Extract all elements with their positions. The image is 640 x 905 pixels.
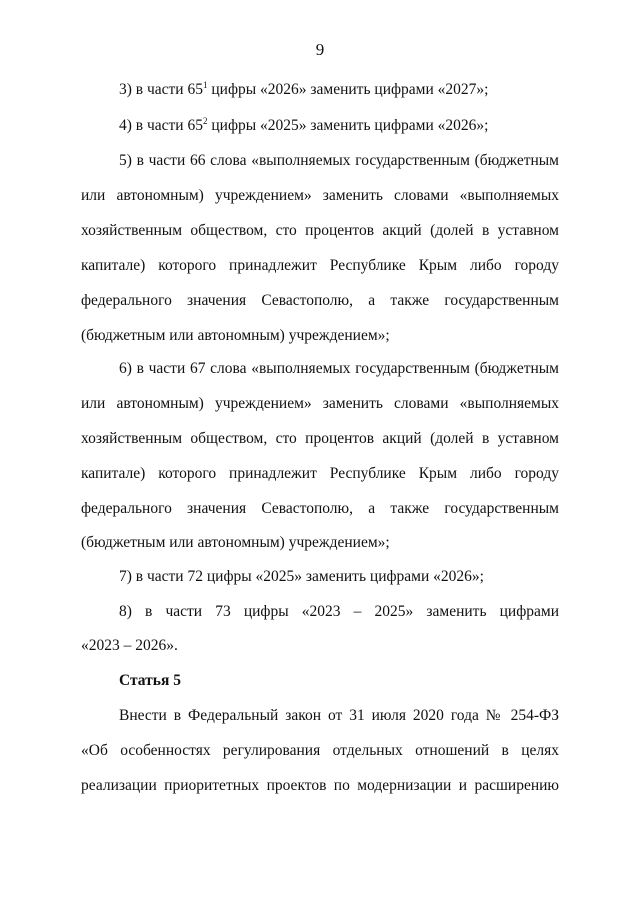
- item-5-line-5: федерального значения Севастополю, а также государственным: [81, 292, 559, 309]
- item-6-line-1: 6) в части 67 слова «выполняемых государственным (бюджетным: [119, 360, 559, 377]
- article-5-line-3: реализации приоритетных проектов по модернизации и расширению: [81, 777, 559, 794]
- item-7-line: 7) в части 72 цифры «2025» заменить цифрами «2026»;: [119, 568, 484, 585]
- article-5-heading: Статья 5: [119, 672, 181, 689]
- item-4-superscript: 2: [202, 115, 208, 126]
- item-4-text-before: 4) в части 65: [119, 117, 203, 134]
- page-number: 9: [315, 40, 325, 59]
- item-4-line: [119, 116, 559, 136]
- item-5-line-2: или автономным) учреждением» заменить словами «выполняемых: [81, 187, 559, 204]
- item-3-text-before: 3) в части 65: [119, 81, 203, 98]
- item-5-line-1: 5) в части 66 слова «выполняемых государственным (бюджетным: [119, 152, 559, 169]
- item-5-line-3: хозяйственным обществом, сто процентов акций (долей в уставном: [81, 222, 559, 239]
- item-6-line-2: или автономным) учреждением» заменить словами «выполняемых: [81, 395, 559, 412]
- article-5-line-1: Внести в Федеральный закон от 31 июля 2020 года № 254-ФЗ: [119, 707, 559, 724]
- item-6-line-5: федерального значения Севастополю, а также государственным: [81, 500, 559, 517]
- item-6-line-6: (бюджетным или автономным) учреждением»;: [81, 534, 390, 551]
- item-3-superscript: 1: [202, 79, 208, 90]
- item-5-line-4: капитале) которого принадлежит Республике Крым либо городу: [81, 257, 559, 274]
- item-4-text-after: цифры «2025» заменить цифрами «2026»;: [207, 117, 489, 134]
- item-3-line: [119, 80, 559, 100]
- item-5-line-6: (бюджетным или автономным) учреждением»;: [81, 327, 390, 344]
- article-5-line-2: «Об особенностях регулирования отдельных отношений в целях: [81, 742, 559, 759]
- item-8-line-1: 8) в части 73 цифры «2023 – 2025» заменить цифрами: [119, 603, 559, 620]
- item-6-line-3: хозяйственным обществом, сто процентов акций (долей в уставном: [81, 430, 559, 447]
- item-3-text-after: цифры «2026» заменить цифрами «2027»;: [207, 81, 489, 98]
- item-8-line-2: «2023 – 2026».: [81, 637, 178, 654]
- item-6-line-4: капитале) которого принадлежит Республике Крым либо городу: [81, 465, 559, 482]
